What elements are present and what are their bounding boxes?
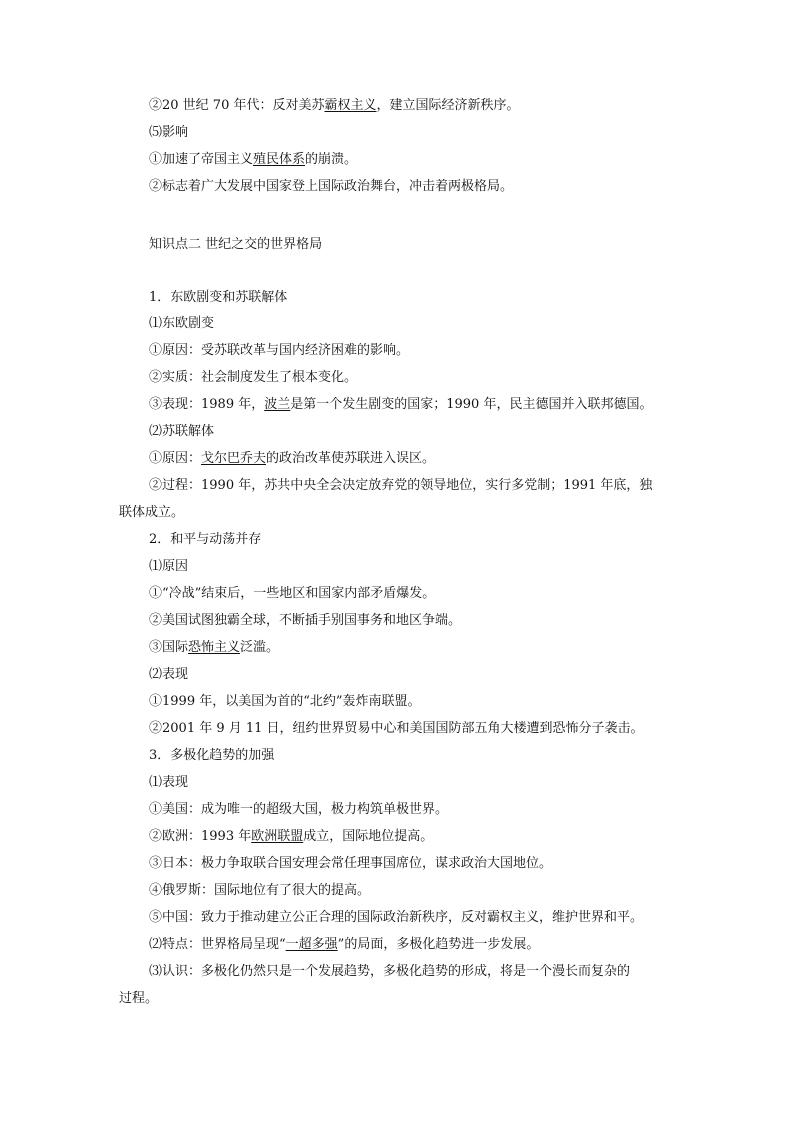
text-line: ②20 世纪 70 年代：反对美苏霸权主义，建立国际经济新秩序。 — [149, 98, 520, 113]
text-line: ③表现：1989 年，波兰是第一个发生剧变的国家；1990 年，民主德国并入联邦德国。 — [149, 397, 653, 412]
text-line: ⑴东欧剧变 — [149, 316, 215, 331]
text-line: ⑸影响 — [149, 125, 189, 140]
text-line: ②实质：社会制度发生了根本变化。 — [149, 370, 358, 385]
text-line: ⑵苏联解体 — [149, 424, 215, 439]
text-line: ①1999 年，以美国为首的“北约”轰炸南联盟。 — [149, 694, 421, 709]
text-line: 过程。 — [119, 991, 159, 1006]
section-heading: 知识点二 世纪之交的世界格局 — [149, 237, 323, 252]
text-line: 1．东欧剧变和苏联解体 — [149, 290, 288, 305]
text-line: ①加速了帝国主义殖民体系的崩溃。 — [149, 152, 358, 167]
text-line: ⑤中国：致力于推动建立公正合理的国际政治新秩序，反对霸权主义，维护世界和平。 — [149, 910, 644, 925]
text-line: ②美国试图独霸全球，不断插手别国事务和地区争端。 — [149, 613, 462, 628]
text-line: ⑵表现 — [149, 667, 189, 682]
text-line: ⑴原因 — [149, 559, 189, 574]
text-line: ④俄罗斯：国际地位有了很大的提高。 — [149, 883, 371, 898]
text-line: ③国际恐怖主义泛滥。 — [149, 640, 280, 655]
text-line: ①原因：受苏联改革与国内经济困难的影响。 — [149, 343, 410, 358]
text-line: ①“冷战”结束后，一些地区和国家内部矛盾爆发。 — [149, 586, 436, 601]
text-line: ⑵特点：世界格局呈现“一超多强”的局面，多极化趋势进一步发展。 — [149, 937, 540, 952]
text-line: ②过程：1990 年，苏共中央全会决定放弃党的领导地位，实行多党制；1991 年底，独 — [149, 478, 653, 493]
text-line: ⑶认识：多极化仍然只是一个发展趋势，多极化趋势的形成，将是一个漫长而复杂的 — [149, 964, 631, 979]
text-line: ①原因：戈尔巴乔夫的政治改革使苏联进入误区。 — [149, 451, 436, 466]
text-line: ②2001 年 9 月 11 日，纽约世界贸易中心和美国国防部五角大楼遭到恐怖分子袭击。 — [149, 721, 644, 736]
text-line: ②欧洲：1993 年欧洲联盟成立，国际地位提高。 — [149, 829, 434, 844]
text-line: ③日本：极力争取联合国安理会常任理事国席位，谋求政治大国地位。 — [149, 856, 553, 871]
text-line: 3．多极化趋势的加强 — [149, 748, 275, 763]
text-line: ⑴表现 — [149, 775, 189, 790]
text-line: 联体成立。 — [119, 505, 185, 520]
text-line: 2．和平与动荡并存 — [149, 532, 262, 547]
text-line: ②标志着广大发展中国家登上国际政治舞台，冲击着两极格局。 — [149, 179, 514, 194]
text-line: ①美国：成为唯一的超级大国，极力构筑单极世界。 — [149, 802, 449, 817]
